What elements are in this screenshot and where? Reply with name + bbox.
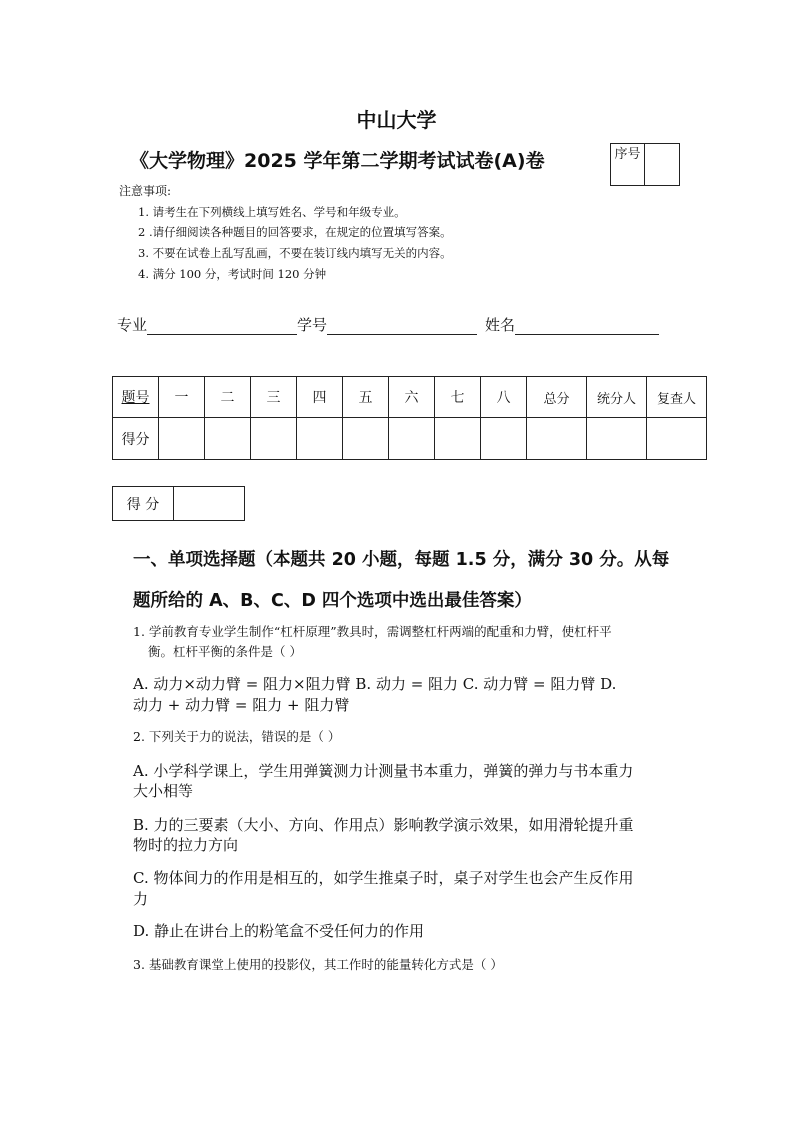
sequence-number-box [610, 143, 680, 186]
score-cell[interactable] [343, 418, 389, 460]
option-d: D. 静止在讲台上的粉笔盒不受任何力的作用 [133, 922, 425, 940]
score-cell[interactable] [159, 418, 205, 460]
table-header-cell: 统分人 [587, 377, 647, 418]
table-header-cell: 三 [251, 377, 297, 418]
table-header-cell: 二 [205, 377, 251, 418]
notes-title: 注意事项: [119, 184, 172, 198]
table-header-cell: 五 [343, 377, 389, 418]
note-item: 3. 不要在试卷上乱写乱画，不要在装订线内填写无关的内容。 [138, 246, 452, 260]
exam-title: 《大学物理》2025 学年第二学期考试试卷(A)卷 [130, 150, 545, 172]
sequence-number-label: 序号 [611, 144, 645, 185]
score-cell[interactable] [297, 418, 343, 460]
score-cell[interactable] [647, 418, 707, 460]
option-b: B. 力的三要素（大小、方向、作用点）影响教学演示效果，如用滑轮提升重 [133, 816, 634, 834]
section-score-box [112, 486, 245, 521]
note-item: 1. 请考生在下列横线上填写姓名、学号和年级专业。 [138, 205, 406, 219]
table-header-cell: 八 [481, 377, 527, 418]
score-cell[interactable] [389, 418, 435, 460]
score-cell[interactable] [481, 418, 527, 460]
table-header-cell: 七 [435, 377, 481, 418]
major-field[interactable] [147, 318, 297, 335]
option-c: C. 物体间力的作用是相互的，如学生推桌子时，桌子对学生也会产生反作用 [133, 869, 634, 887]
note-item: 2 .请仔细阅读各种题目的回答要求，在规定的位置填写答案。 [138, 225, 452, 239]
table-header-cell: 六 [389, 377, 435, 418]
option-b: 物时的拉力方向 [133, 836, 239, 854]
section-heading: 一、单项选择题（本题共 20 小题，每题 1.5 分，满分 30 分。从每 [133, 550, 670, 570]
major-label: 专业 [117, 316, 148, 334]
score-cell[interactable] [205, 418, 251, 460]
option-c: 力 [133, 890, 149, 908]
score-cell[interactable] [435, 418, 481, 460]
sequence-number-blank[interactable] [645, 144, 679, 185]
question-options: A. 动力×动力臂 = 阻力×阻力臂 B. 动力 = 阻力 C. 动力臂 = 阻力臂 D. [133, 675, 617, 693]
question-stem: 1. 学前教育专业学生制作“杠杆原理”教具时，需调整杠杆两端的配重和力臂，使杠杆平 [133, 624, 612, 639]
table-header-cell: 题号 [113, 377, 159, 418]
table-header-cell: 四 [297, 377, 343, 418]
note-item: 4. 满分 100 分，考试时间 120 分钟 [138, 267, 327, 281]
student-id-field[interactable] [327, 318, 477, 335]
score-cell[interactable] [587, 418, 647, 460]
question-stem: 衡。杠杆平衡的条件是（ ） [148, 644, 302, 659]
student-info-fields [117, 314, 659, 335]
name-field[interactable] [515, 318, 659, 335]
name-label: 姓名 [485, 316, 516, 334]
score-table-header-row [113, 377, 707, 418]
university-name: 中山大学 [356, 108, 437, 132]
section-score-label: 得 分 [113, 487, 174, 520]
question-options: 动力 + 动力臂 = 阻力 + 阻力臂 [133, 696, 350, 714]
score-table [112, 376, 707, 460]
option-a: A. 小学科学课上，学生用弹簧测力计测量书本重力，弹簧的弹力与书本重力 [133, 762, 634, 780]
score-cell[interactable] [251, 418, 297, 460]
table-header-cell: 总分 [527, 377, 587, 418]
score-table-score-row [113, 418, 707, 460]
table-header-cell: 复查人 [647, 377, 707, 418]
question-stem: 2. 下列关于力的说法，错误的是（ ） [133, 729, 341, 744]
score-cell[interactable] [527, 418, 587, 460]
table-row-label: 得分 [113, 418, 159, 460]
section-heading: 题所给的 A、B、C、D 四个选项中选出最佳答案） [133, 591, 532, 611]
option-a: 大小相等 [133, 782, 194, 800]
student-id-label: 学号 [297, 316, 328, 334]
section-score-blank[interactable] [174, 487, 244, 520]
table-header-cell: 一 [159, 377, 205, 418]
question-stem: 3. 基础教育课堂上使用的投影仪，其工作时的能量转化方式是（ ） [133, 957, 503, 972]
